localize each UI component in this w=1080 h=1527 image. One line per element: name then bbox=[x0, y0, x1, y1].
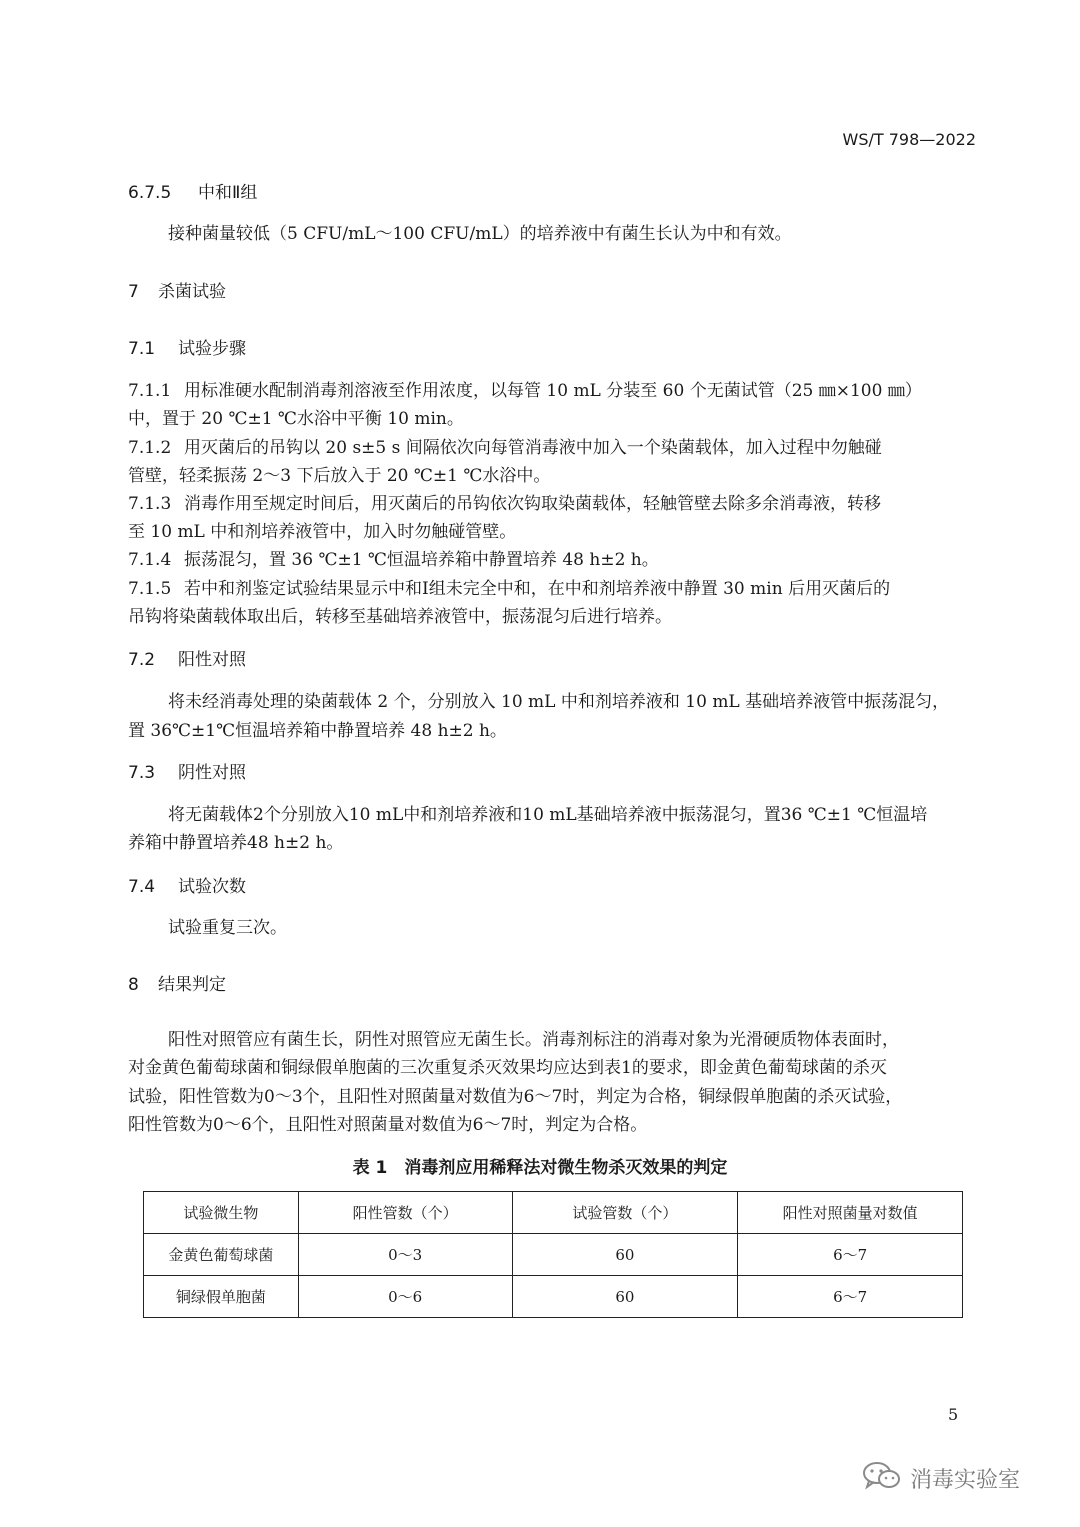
clause-number: 7.1.4 bbox=[128, 550, 172, 570]
clause-text: 消毒作用至规定时间后，用灭菌后的吊钩依次钩取染菌载体，轻触管壁去除多余消毒液，转移 bbox=[184, 494, 881, 514]
section-heading-7-4 bbox=[128, 872, 246, 897]
section-heading-7-3 bbox=[128, 758, 246, 783]
table-cell: 0～3 bbox=[298, 1234, 512, 1276]
paragraph-8-line1: 阳性对照管应有菌生长，阴性对照管应无菌生长。消毒剂标注的消毒对象为光滑硬质物体表面时， bbox=[168, 1030, 899, 1050]
section-heading-8 bbox=[128, 970, 226, 995]
section-title: 杀菌试验 bbox=[158, 282, 226, 302]
table-header-row bbox=[144, 1192, 963, 1234]
wechat-icon bbox=[862, 1460, 902, 1496]
table-cell: 6～7 bbox=[738, 1234, 963, 1276]
paragraph-7-1-1-line2: 中，置于 20 ℃±1 ℃水浴中平衡 10 min。 bbox=[128, 409, 464, 429]
section-number: 7.1 bbox=[128, 339, 156, 359]
section-number: 7.4 bbox=[128, 877, 156, 897]
section-heading-7-2 bbox=[128, 645, 246, 670]
table-header-cell: 试验微生物 bbox=[144, 1192, 299, 1234]
clause-number: 7.1.5 bbox=[128, 579, 172, 599]
section-number: 7.2 bbox=[128, 650, 156, 670]
clause-number: 7.1.2 bbox=[128, 438, 172, 458]
table-cell: 金黄色葡萄球菌 bbox=[144, 1234, 299, 1276]
standard-code: WS/T 798—2022 bbox=[842, 130, 976, 149]
table-title: 表 1 消毒剂应用稀释法对微生物杀灭效果的判定 bbox=[352, 1158, 728, 1178]
paragraph-8-line2: 对金黄色葡萄球菌和铜绿假单胞菌的三次重复杀灭效果均应达到表1的要求，即金黄色葡萄球菌的杀灭 bbox=[128, 1058, 887, 1078]
clause-number: 7.1.1 bbox=[128, 381, 172, 401]
paragraph-7-1-1-line1 bbox=[128, 376, 922, 401]
paragraph-6-7-5: 接种菌量较低（5 CFU/mL～100 CFU/mL）的培养液中有菌生长认为中和有效。 bbox=[168, 224, 792, 244]
watermark-text: 消毒实验室 bbox=[910, 1467, 1021, 1493]
table-cell: 60 bbox=[512, 1276, 738, 1318]
table-cell: 铜绿假单胞菌 bbox=[144, 1276, 299, 1318]
clause-number: 7.1.3 bbox=[128, 494, 172, 514]
table-cell: 0～6 bbox=[298, 1276, 512, 1318]
result-table bbox=[143, 1191, 963, 1318]
section-title: 阴性对照 bbox=[178, 763, 246, 783]
paragraph-8-line4: 阳性管数为0～6个，且阳性对照菌量对数值为6～7时，判定为合格。 bbox=[128, 1115, 648, 1135]
paragraph-8-line3: 试验，阳性管数为0～3个，且阳性对照菌量对数值为6～7时，判定为合格，铜绿假单胞菌的杀灭试验， bbox=[128, 1087, 903, 1107]
section-title: 试验步骤 bbox=[178, 339, 246, 359]
paragraph-7-1-2-line2: 管壁，轻柔振荡 2～3 下后放入于 20 ℃±1 ℃水浴中。 bbox=[128, 466, 551, 486]
section-heading-6-7-5 bbox=[128, 178, 257, 203]
paragraph-7-2-line2: 置 36℃±1℃恒温培养箱中静置培养 48 h±2 h。 bbox=[128, 721, 507, 741]
paragraph-7-1-3-line1 bbox=[128, 489, 881, 514]
paragraph-7-1-4 bbox=[128, 545, 659, 570]
section-heading-7 bbox=[128, 277, 226, 302]
section-title: 中和Ⅱ组 bbox=[198, 183, 258, 203]
section-title: 结果判定 bbox=[158, 975, 226, 995]
section-heading-7-1 bbox=[128, 334, 246, 359]
clause-text: 用标准硬水配制消毒剂溶液至作用浓度，以每管 10 mL 分装至 60 个无菌试管（25 ㎜×100 ㎜） bbox=[184, 381, 922, 401]
section-number: 6.7.5 bbox=[128, 183, 172, 203]
paragraph-7-3-line2: 养箱中静置培养48 h±2 h。 bbox=[128, 833, 344, 853]
paragraph-7-1-2-line1 bbox=[128, 433, 882, 458]
table-header-cell: 阳性管数（个） bbox=[298, 1192, 512, 1234]
clause-text: 振荡混匀，置 36 ℃±1 ℃恒温培养箱中静置培养 48 h±2 h。 bbox=[184, 550, 659, 570]
section-number: 7 bbox=[128, 282, 139, 302]
table-row bbox=[144, 1276, 963, 1318]
section-number: 8 bbox=[128, 975, 139, 995]
paragraph-7-3-line1: 将无菌载体2个分别放入10 mL中和剂培养液和10 mL基础培养液中振荡混匀，置36 ℃±1 ℃恒温培 bbox=[168, 805, 928, 825]
table-cell: 60 bbox=[512, 1234, 738, 1276]
clause-text: 若中和剂鉴定试验结果显示中和Ⅰ组未完全中和，在中和剂培养液中静置 30 min 后用灭菌后的 bbox=[184, 579, 891, 599]
page-number: 5 bbox=[948, 1405, 959, 1424]
table-row bbox=[144, 1234, 963, 1276]
paragraph-7-2-line1: 将未经消毒处理的染菌载体 2 个，分别放入 10 mL 中和剂培养液和 10 mL 基础培养液管中振荡混匀， bbox=[168, 692, 950, 712]
section-number: 7.3 bbox=[128, 763, 156, 783]
paragraph-7-1-5-line2: 吊钩将染菌载体取出后，转移至基础培养液管中，振荡混匀后进行培养。 bbox=[128, 607, 672, 627]
table-header-cell: 阳性对照菌量对数值 bbox=[738, 1192, 963, 1234]
table-cell: 6～7 bbox=[738, 1276, 963, 1318]
section-title: 试验次数 bbox=[178, 877, 246, 897]
paragraph-7-1-3-line2: 至 10 mL 中和剂培养液管中，加入时勿触碰管壁。 bbox=[128, 522, 517, 542]
paragraph-7-1-5-line1 bbox=[128, 574, 890, 599]
paragraph-7-4: 试验重复三次。 bbox=[168, 918, 287, 938]
table-header-cell: 试验管数（个） bbox=[512, 1192, 738, 1234]
watermark bbox=[862, 1460, 1020, 1496]
clause-text: 用灭菌后的吊钩以 20 s±5 s 间隔依次向每管消毒液中加入一个染菌载体，加入过程中勿触碰 bbox=[184, 438, 882, 458]
section-title: 阳性对照 bbox=[178, 650, 246, 670]
